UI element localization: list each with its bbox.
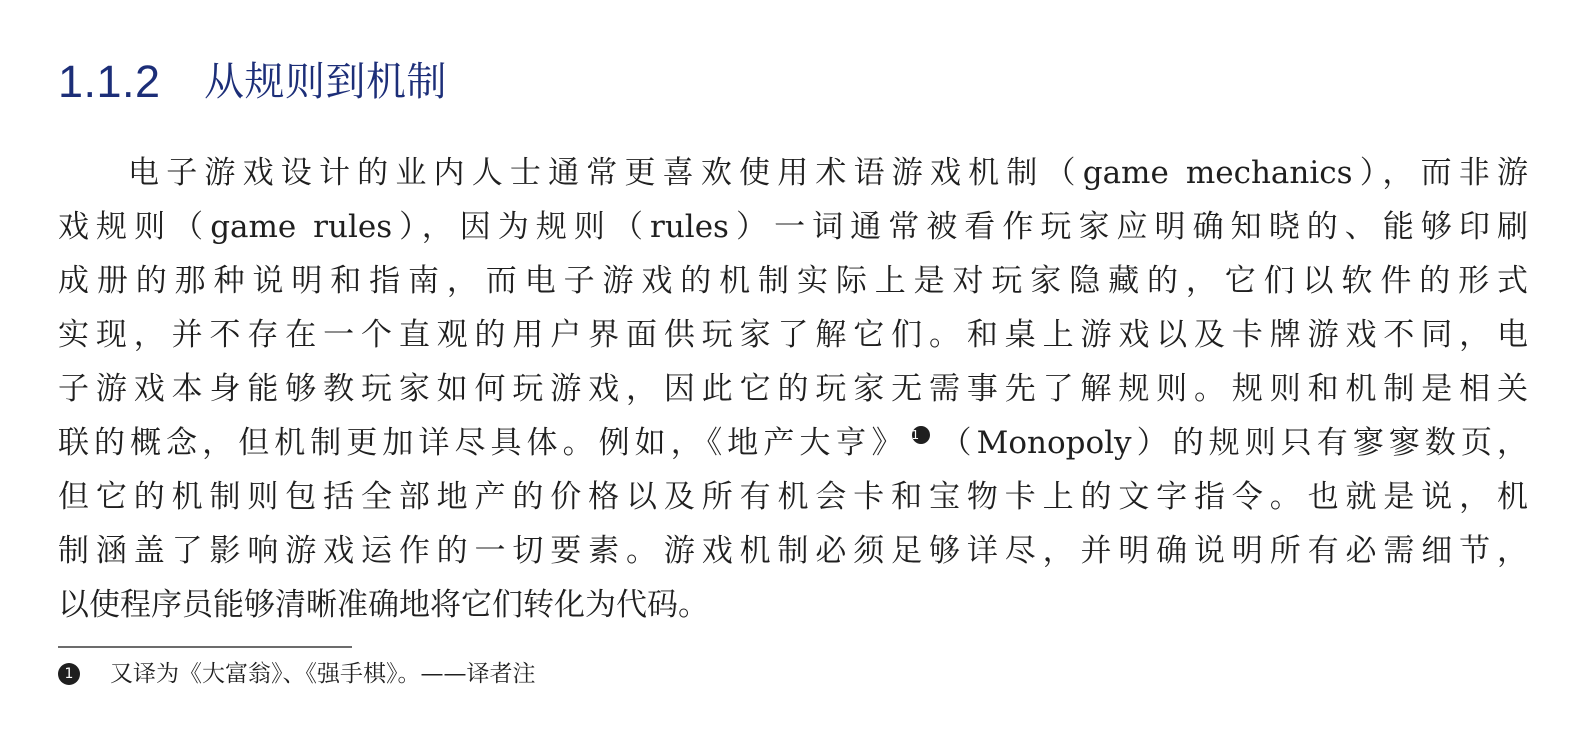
paragraph-line-7: 但它的机制则包括全部地产的价格以及所有机会卡和宝物卡上的文字指令。也就是说，机	[58, 479, 1528, 515]
paragraph-line-6	[58, 416, 1528, 470]
paragraph-line-3: 成册的那种说明和指南，而电子游戏的机制实际上是对玩家隐藏的，它们以软件的形式	[58, 263, 1528, 299]
section-heading	[58, 52, 447, 112]
paragraph-line-4: 实现，并不存在一个直观的用户界面供玩家了解它们。和桌上游戏以及卡牌游戏不同，电	[58, 317, 1528, 353]
section-number: 1.1.2	[58, 56, 161, 107]
paragraph-line-1: 电子游戏设计的业内人士通常更喜欢使用术语游戏机制（game mechanics），而非游	[128, 155, 1528, 191]
section-title: 从规则到机制	[204, 59, 447, 105]
footnote	[58, 654, 536, 694]
footnote-reference-marker: 1	[912, 426, 930, 444]
body-paragraph	[58, 146, 1528, 632]
footnote-divider	[58, 646, 352, 648]
paragraph-line-5: 子游戏本身能够教玩家如何玩游戏，因此它的玩家无需事先了解规则。规则和机制是相关	[58, 371, 1528, 407]
footnote-marker: 1	[58, 663, 80, 685]
paragraph-line-2: 戏规则（game rules），因为规则（rules）一词通常被看作玩家应明确知晓的、能够印刷	[58, 209, 1528, 245]
paragraph-line-6-after-note: （Monopoly）的规则只有寥寥数页，	[935, 425, 1529, 461]
paragraph-line-6-before-note: 联的概念，但机制更加详尽具体。例如，《地产大亨》	[58, 425, 908, 461]
footnote-text: 又译为《大富翁》、《强手棋》。——译者注	[110, 661, 536, 687]
paragraph-line-8: 制涵盖了影响游戏运作的一切要素。游戏机制必须足够详尽，并明确说明所有必需细节，	[58, 533, 1528, 569]
paragraph-line-9: 以使程序员能够清晰准确地将它们转化为代码。	[58, 587, 709, 623]
